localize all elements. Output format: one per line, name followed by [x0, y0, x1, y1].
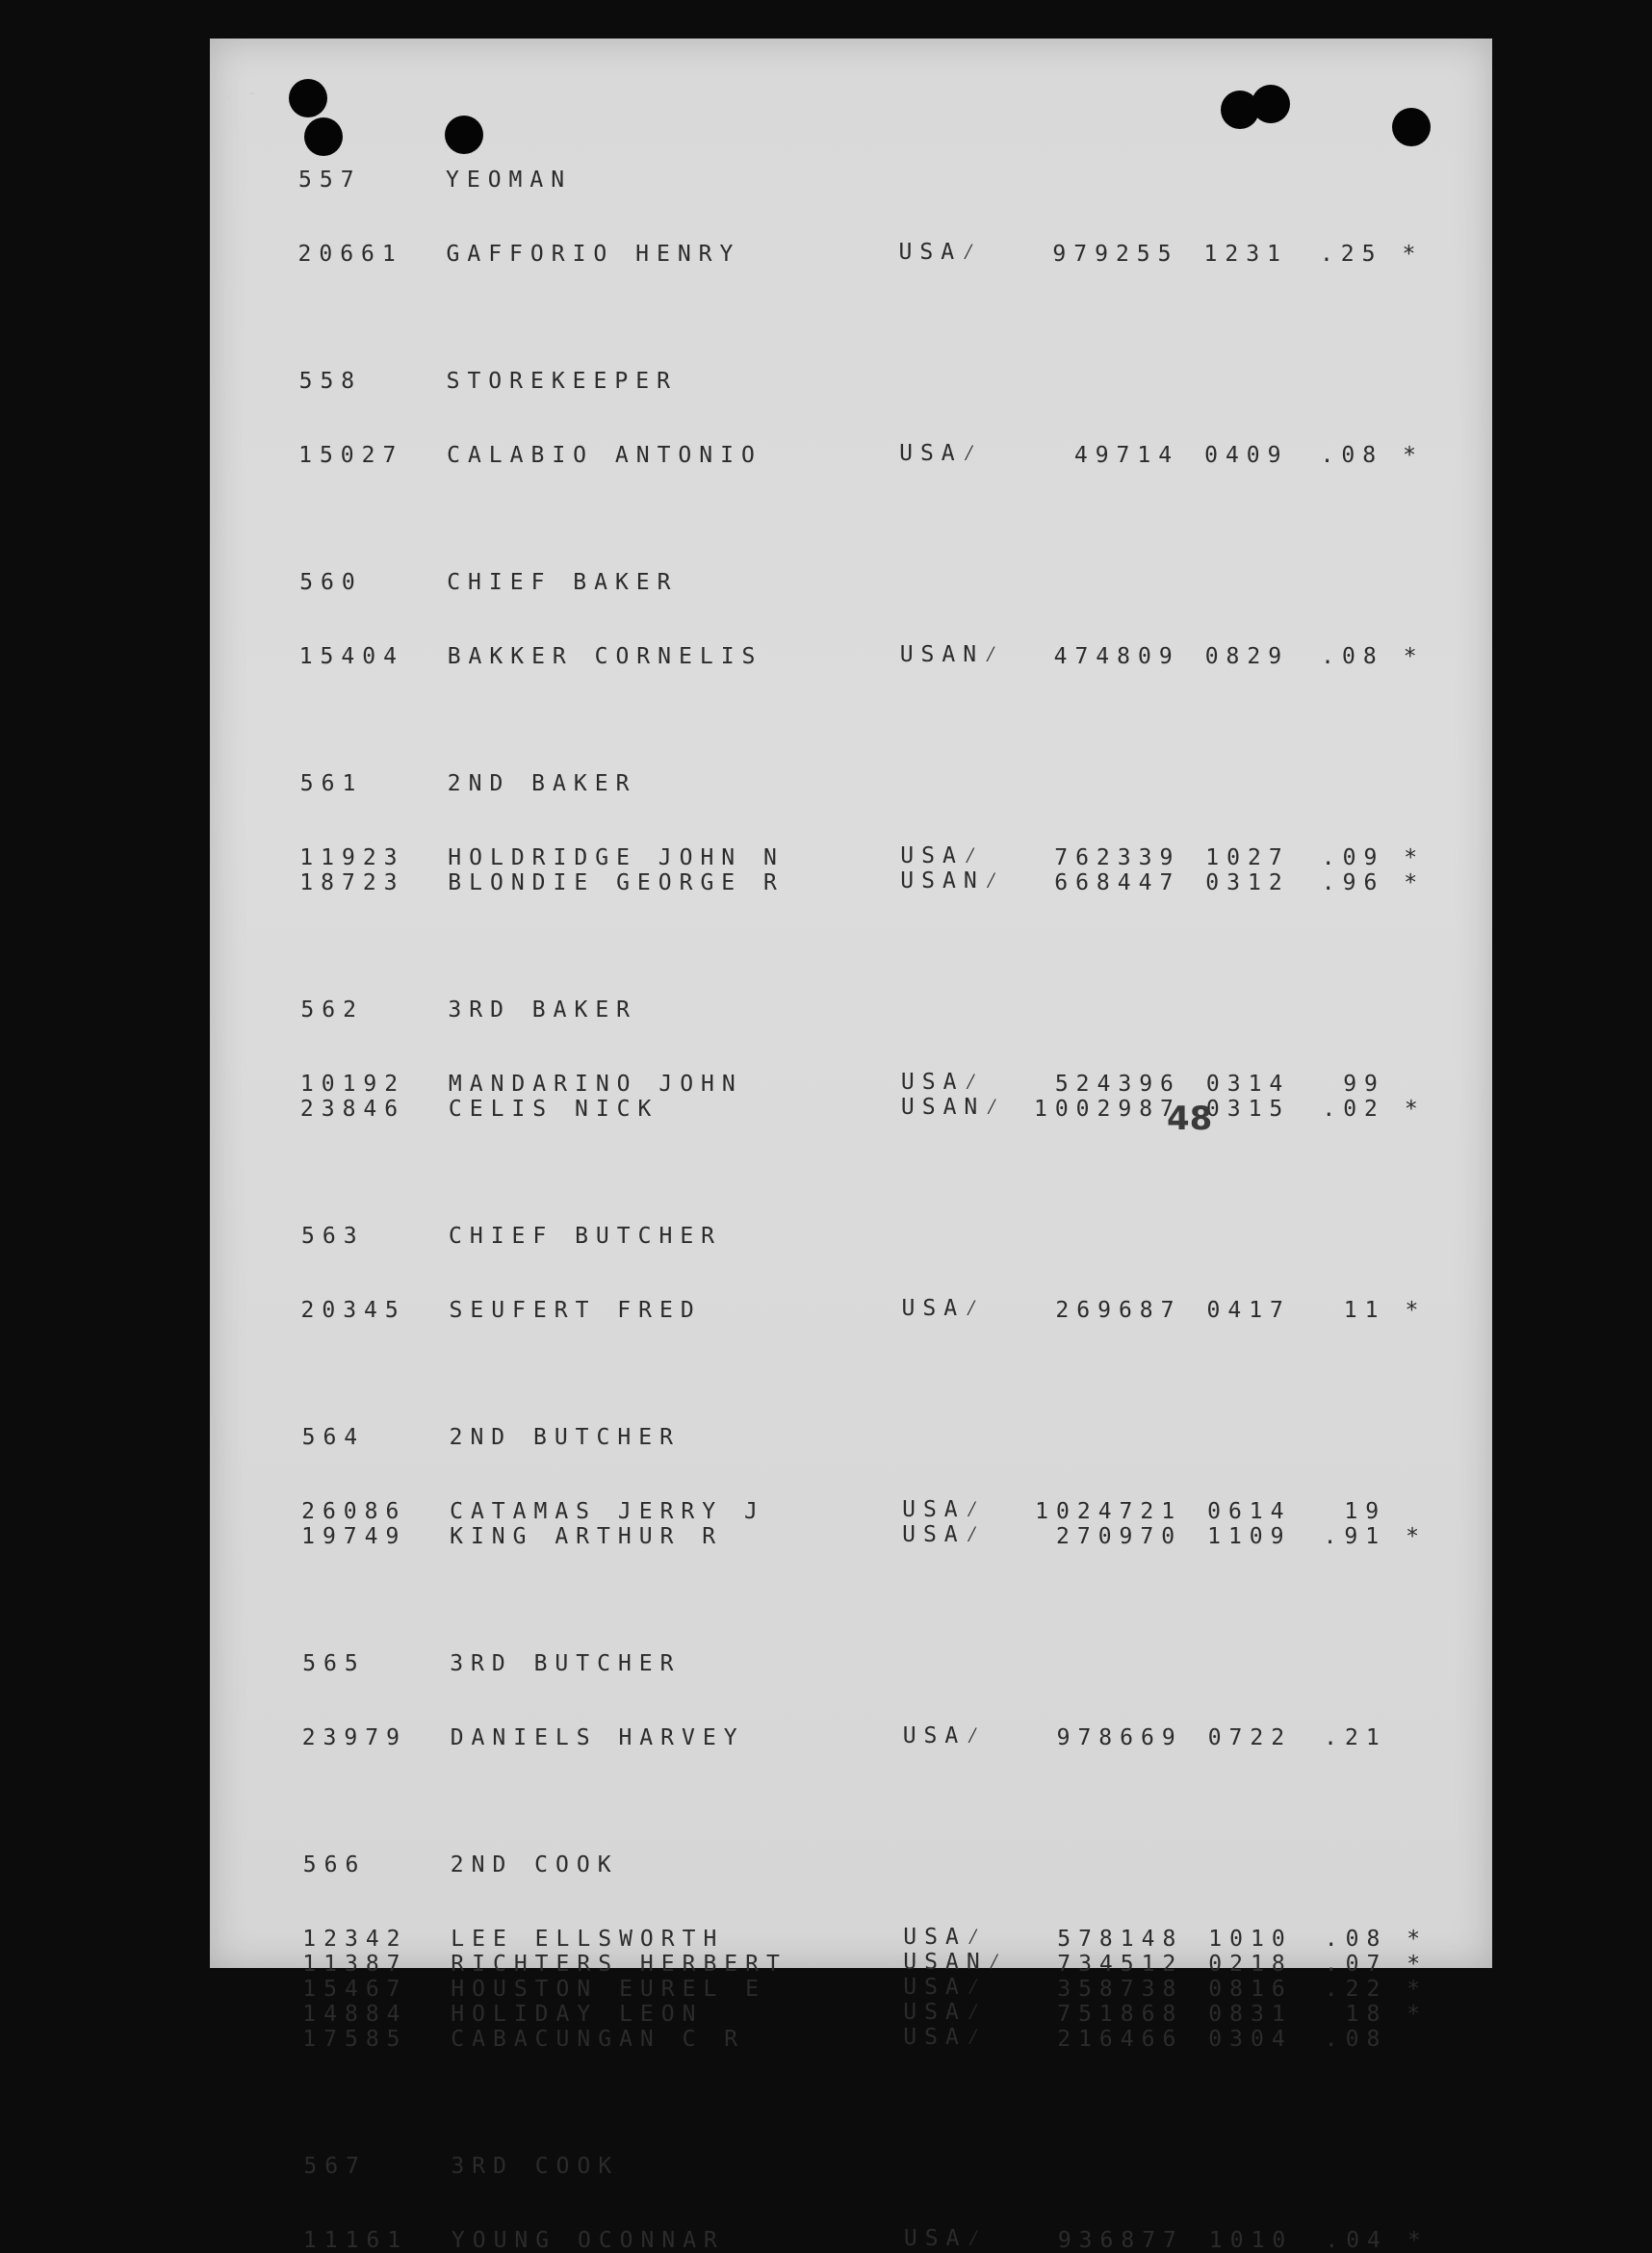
- crew-name: HOLIDAY LEON: [451, 2002, 704, 2027]
- date-code: 0816: [1208, 1977, 1293, 2002]
- document-number: 1024721: [1035, 1499, 1183, 1524]
- section-title: 3RD COOK: [451, 2154, 620, 2179]
- asterisk-mark: *: [1404, 1097, 1426, 1122]
- crew-id: 20345: [300, 1298, 406, 1323]
- citizenship: USA⁄: [903, 2000, 988, 2025]
- section-code: 561: [299, 771, 364, 796]
- crew-id: 11923: [299, 845, 405, 870]
- value: .08: [1321, 644, 1384, 669]
- date-code: 1010: [1208, 2228, 1294, 2253]
- section-code: 560: [299, 570, 363, 595]
- value: .09: [1321, 845, 1385, 870]
- crew-name: DANIELS HARVEY: [450, 1725, 745, 1750]
- date-code: 0829: [1204, 644, 1290, 669]
- crew-id: 18723: [299, 870, 405, 895]
- date-code: 0409: [1204, 443, 1289, 468]
- crew-name: KING ARTHUR R: [450, 1524, 724, 1549]
- asterisk-mark: *: [1402, 242, 1424, 267]
- crew-name: CATAMAS JERRY J: [450, 1499, 765, 1524]
- citizenship: USA⁄: [899, 441, 984, 466]
- citizenship: USA⁄: [902, 1723, 988, 1748]
- citizenship: USA⁄: [903, 2226, 989, 2251]
- crew-name: BAKKER CORNELIS: [447, 644, 763, 669]
- citizenship: USA⁄: [902, 1497, 987, 1522]
- document-number: 216466: [1057, 2027, 1184, 2052]
- citizenship: USA⁄: [900, 1070, 986, 1095]
- asterisk-mark: *: [1407, 1927, 1429, 1952]
- crew-id: 23979: [301, 1725, 407, 1750]
- crew-id: 23846: [299, 1097, 406, 1122]
- value: 99: [1343, 1072, 1385, 1097]
- asterisk-mark: *: [1403, 443, 1424, 468]
- section-title: CHIEF BUTCHER: [449, 1224, 723, 1249]
- section-title: 3RD BUTCHER: [450, 1651, 682, 1676]
- section-code: 562: [300, 997, 364, 1023]
- asterisk-mark: *: [1403, 644, 1425, 669]
- citizenship: USA⁄: [902, 1522, 987, 1547]
- crew-id: 15467: [302, 1977, 408, 2002]
- citizenship: USA⁄: [901, 1296, 986, 1321]
- asterisk-mark: *: [1407, 1952, 1429, 1977]
- document-number: 734512: [1057, 1952, 1184, 1977]
- asterisk-mark: *: [1407, 2228, 1429, 2253]
- crew-name: BLONDIE GEORGE R: [448, 870, 785, 895]
- crew-id: 20661: [297, 242, 403, 267]
- section-title: 3RD BAKER: [448, 997, 638, 1023]
- date-code: 1010: [1208, 1927, 1293, 1952]
- crew-name: SEUFERT FRED: [449, 1298, 702, 1323]
- date-code: 0315: [1205, 1097, 1291, 1122]
- crew-name: GAFFORIO HENRY: [446, 242, 741, 267]
- citizenship: USA⁄: [903, 2025, 988, 2050]
- date-code: 0312: [1205, 870, 1290, 895]
- citizenship: USAN⁄: [903, 1950, 1009, 1975]
- section-code: 567: [303, 2154, 367, 2179]
- document-number: 668447: [1054, 870, 1181, 895]
- crew-id: 10192: [299, 1072, 406, 1097]
- crew-id: 14884: [302, 2002, 408, 2027]
- date-code: 0614: [1207, 1499, 1292, 1524]
- document-number: 49714: [1073, 443, 1180, 468]
- value: .25: [1319, 242, 1383, 267]
- citizenship: USA⁄: [900, 843, 985, 868]
- crew-name: YOUNG OCONNAR: [451, 2228, 725, 2253]
- page-number-stamp: 48: [1167, 1100, 1213, 1138]
- crew-id: 15404: [298, 644, 404, 669]
- document-number: 1002987: [1033, 1097, 1181, 1122]
- crew-name: MANDARINO JOHN: [448, 1072, 743, 1097]
- citizenship: USA⁄: [903, 1975, 988, 2000]
- section-code: 563: [301, 1224, 365, 1249]
- citizenship: USAN⁄: [900, 868, 1006, 893]
- date-code: 0218: [1208, 1952, 1293, 1977]
- section-title: CHIEF BAKER: [447, 570, 679, 595]
- value: .96: [1321, 870, 1385, 895]
- citizenship: USA⁄: [898, 240, 983, 265]
- crew-id: 15027: [298, 443, 404, 468]
- value: .07: [1324, 1952, 1388, 1977]
- date-code: 0417: [1206, 1298, 1291, 1323]
- crew-id: 26086: [301, 1499, 407, 1524]
- section-code: 558: [298, 369, 363, 394]
- section-code: 566: [302, 1852, 367, 1878]
- crew-id: 19749: [301, 1524, 407, 1549]
- asterisk-mark: *: [1404, 870, 1426, 895]
- document-number: 936877: [1057, 2228, 1184, 2253]
- document-number: 751868: [1057, 2002, 1184, 2027]
- value: 18: [1345, 2002, 1388, 2027]
- value: .22: [1324, 1977, 1388, 2002]
- crew-name: RICHTERS HERBERT: [451, 1952, 787, 1977]
- document-number: 270970: [1056, 1524, 1183, 1549]
- value: .21: [1324, 1725, 1387, 1750]
- value: .91: [1323, 1524, 1387, 1549]
- document-number: 269687: [1055, 1298, 1182, 1323]
- corner-mark: . -: [223, 81, 259, 104]
- date-code: 1027: [1205, 845, 1290, 870]
- document-number: 474809: [1053, 644, 1180, 669]
- value: .02: [1322, 1097, 1385, 1122]
- date-code: 1231: [1203, 242, 1288, 267]
- section-code: 557: [298, 168, 362, 193]
- section-title: 2ND BUTCHER: [449, 1425, 681, 1450]
- document-number: 979255: [1052, 242, 1179, 267]
- value: .08: [1324, 1927, 1388, 1952]
- crew-name: CALABIO ANTONIO: [447, 443, 762, 468]
- document-number: 762339: [1054, 845, 1181, 870]
- section-title: 2ND COOK: [450, 1852, 619, 1878]
- crew-name: HOUSTON EUREL E: [451, 1977, 767, 2002]
- citizenship: USAN⁄: [900, 1095, 1007, 1120]
- section-code: 564: [301, 1425, 366, 1450]
- citizenship: USAN⁄: [899, 642, 1005, 667]
- asterisk-mark: *: [1404, 845, 1426, 870]
- asterisk-mark: *: [1406, 1524, 1427, 1549]
- crew-id: 11387: [302, 1952, 408, 1977]
- date-code: 0304: [1208, 2027, 1293, 2052]
- value: .08: [1324, 2027, 1388, 2052]
- document-number: 978669: [1056, 1725, 1183, 1750]
- asterisk-mark: *: [1407, 2002, 1429, 2027]
- date-code: 0722: [1207, 1725, 1293, 1750]
- crew-name: HOLDRIDGE JOHN N: [448, 845, 785, 870]
- section-title: 2ND BAKER: [447, 771, 637, 796]
- crew-id: 12342: [302, 1927, 408, 1952]
- crew-id: 17585: [302, 2027, 408, 2052]
- document-number: 358738: [1057, 1977, 1184, 2002]
- crew-name: LEE ELLSWORTH: [451, 1927, 725, 1952]
- section-code: 565: [302, 1651, 366, 1676]
- value: .08: [1320, 443, 1384, 468]
- crew-name: CELIS NICK: [448, 1097, 659, 1122]
- document-number: 524396: [1054, 1072, 1181, 1097]
- citizenship: USA⁄: [903, 1925, 988, 1950]
- asterisk-mark: *: [1407, 1977, 1429, 2002]
- section-title: STOREKEEPER: [446, 369, 678, 394]
- crew-name: CABACUNGAN C R: [451, 2027, 746, 2052]
- value: .04: [1325, 2228, 1388, 2253]
- value: 11: [1343, 1298, 1386, 1323]
- asterisk-mark: *: [1405, 1298, 1427, 1323]
- date-code: 0314: [1205, 1072, 1291, 1097]
- document-number: 578148: [1057, 1927, 1184, 1952]
- section-title: YEOMAN: [446, 168, 573, 193]
- date-code: 1109: [1207, 1524, 1292, 1549]
- value: 19: [1344, 1499, 1387, 1524]
- date-code: 0831: [1208, 2002, 1293, 2027]
- crew-id: 11161: [302, 2228, 409, 2253]
